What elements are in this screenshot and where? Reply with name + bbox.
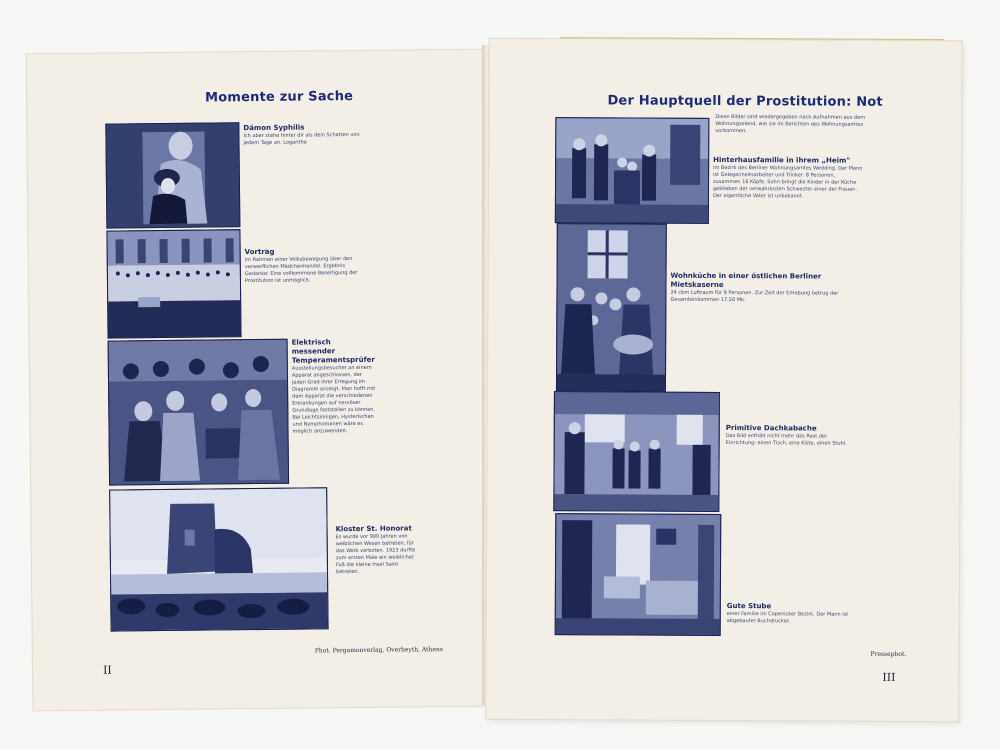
caption-head: Primitive Dachkabache bbox=[725, 424, 817, 433]
caption-head: Hinterhausfamilie in ihrem „Heim" bbox=[713, 155, 850, 165]
page-number-right: III bbox=[882, 670, 896, 684]
caption-dachkabache bbox=[726, 424, 856, 448]
photo-daemon-syphilis bbox=[105, 122, 240, 228]
caption-hinterhausfamilie bbox=[713, 156, 863, 201]
caption-text: Im Bezirk des Berliner Wohnungsamtes Wedding. Der Mann ist Gelegenheitsarbeiter und Trinker. 8 Personen, zusammen 16 Köpfe. Sohn bringt die Kinder in der Küche geblieben der verwahrlosten Schwester einer der Frauen. Der eigentliche Vater ist unbekannt. bbox=[712, 164, 863, 200]
caption-wohnkueche bbox=[670, 272, 858, 305]
left-page-title: Momente zur Sache bbox=[204, 88, 354, 106]
photo-wohnkueche bbox=[556, 223, 667, 392]
intro-text-body: Diese Bilder sind wiedergegeben nach Aufnahmen aus dem Wohnungselend, wie sie im Berichten des Wohnungsamtes vorkommen. bbox=[715, 113, 866, 135]
caption-head: Wohnküche in einer östlichen Berliner Mietskaserne bbox=[670, 271, 822, 289]
photo-vortrag bbox=[106, 229, 241, 338]
caption-text: Es wurde vor 900 Jahren von weiblichen Wesen betreten; für das Weib verboten. 1923 durfte zum ersten Male ein weiblicher Fuß die kleine Insel Saint betreten. bbox=[335, 533, 416, 576]
caption-head: Vortrag bbox=[244, 247, 275, 257]
right-page bbox=[486, 39, 962, 721]
caption-gute-stube bbox=[727, 602, 859, 626]
page-number-left: II bbox=[102, 663, 112, 677]
caption-head: Kloster St. Honorat bbox=[335, 524, 412, 534]
left-page bbox=[27, 50, 492, 711]
caption-vortrag bbox=[245, 247, 369, 285]
caption-text: einer Familie im Copenicker Bezirk. Der Mann ist abgebauter Buchdrucker. bbox=[726, 611, 849, 625]
caption-kloster-st-honorat bbox=[336, 524, 421, 576]
caption-text: Ich aber stehe hinter dir als dein Schatten von jedem Tage an. Logarithe bbox=[243, 131, 360, 147]
caption-head: Elektrisch messender Temperamentsprüfer bbox=[291, 338, 375, 365]
right-page-title: Der Hauptquell der Prostitution: Not bbox=[607, 93, 883, 110]
photo-dachkabache bbox=[553, 391, 720, 512]
photo-hinterhausfamilie bbox=[555, 117, 710, 224]
caption-daemon-syphilis bbox=[243, 123, 365, 147]
photo-credit-left: Phot. Pergamonverlag, Overbeyth, Athens bbox=[314, 646, 443, 655]
caption-text: Ausstellungsbesucher an einem Apparat angeschlossen, der jeden Grad ihrer Erregung im Diagramm anzeigt. Man hofft mit dem Apparat die verschiedenen Erkrankungen auf nervöser Grundlage feststellen zu können. Bei Leichtsinnigen, Hysterischen und Nymphomanen wäre es möglich anzuwenden. bbox=[291, 364, 376, 435]
photo-gute-stube bbox=[555, 513, 722, 636]
intro-text bbox=[715, 114, 865, 136]
caption-text: im Rahmen einer Volksbewegung über den verwerflichen Mädchenhandel. Ergebnis Gedanke: Eine vollkommene Beseitigung der Prostitution ist unmöglich. bbox=[244, 256, 358, 285]
caption-head: Dämon Syphilis bbox=[243, 123, 305, 133]
caption-text: Das Bild enthält nicht mehr das Rest der Einrichtung: einen Tisch, eine Kiste, einen Stuhl. bbox=[725, 433, 847, 447]
photo-temperamentspruefer bbox=[108, 339, 290, 486]
photo-credit-right: Pressephot. bbox=[870, 650, 907, 658]
caption-head: Gute Stube bbox=[726, 602, 772, 611]
caption-text: 24 cbm Luftraum für 9 Personen. Zur Zeit der Erhebung betrug der Gesamteinkommen 17,50 Mk. bbox=[670, 289, 839, 304]
photo-kloster-st-honorat bbox=[109, 487, 328, 631]
caption-temperamentspruefer bbox=[292, 338, 377, 436]
